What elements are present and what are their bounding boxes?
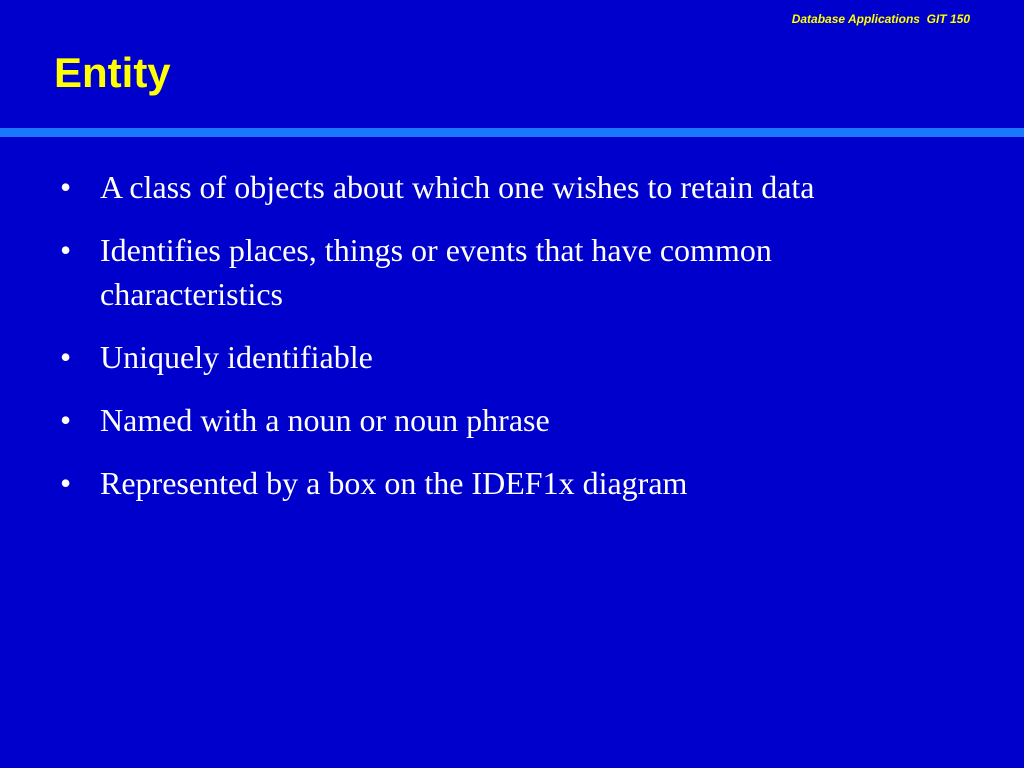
- slide-title: Entity: [54, 49, 171, 96]
- bullet-item: [60, 165, 960, 209]
- title-divider: [0, 128, 1024, 137]
- bullet-item: [60, 335, 960, 379]
- bullet-icon: •: [60, 465, 72, 501]
- bullet-icon: •: [60, 339, 72, 375]
- header-note: Database Applications GIT 150: [791, 12, 970, 26]
- bullet-text: Represented by a box on the IDEF1x diagram: [100, 465, 688, 501]
- bullet-list: [60, 165, 960, 524]
- bullet-item: [60, 228, 960, 316]
- bullet-item: [60, 461, 960, 505]
- bullet-text: Identifies places, things or events that have common characteristics: [100, 232, 772, 312]
- bullet-text: A class of objects about which one wishes to retain data: [100, 169, 815, 205]
- bullet-icon: •: [60, 402, 72, 438]
- bullet-text: Uniquely identifiable: [100, 339, 373, 375]
- bullet-icon: •: [60, 169, 72, 205]
- bullet-item: [60, 398, 960, 442]
- bullet-text: Named with a noun or noun phrase: [100, 402, 550, 438]
- bullet-icon: •: [60, 232, 72, 268]
